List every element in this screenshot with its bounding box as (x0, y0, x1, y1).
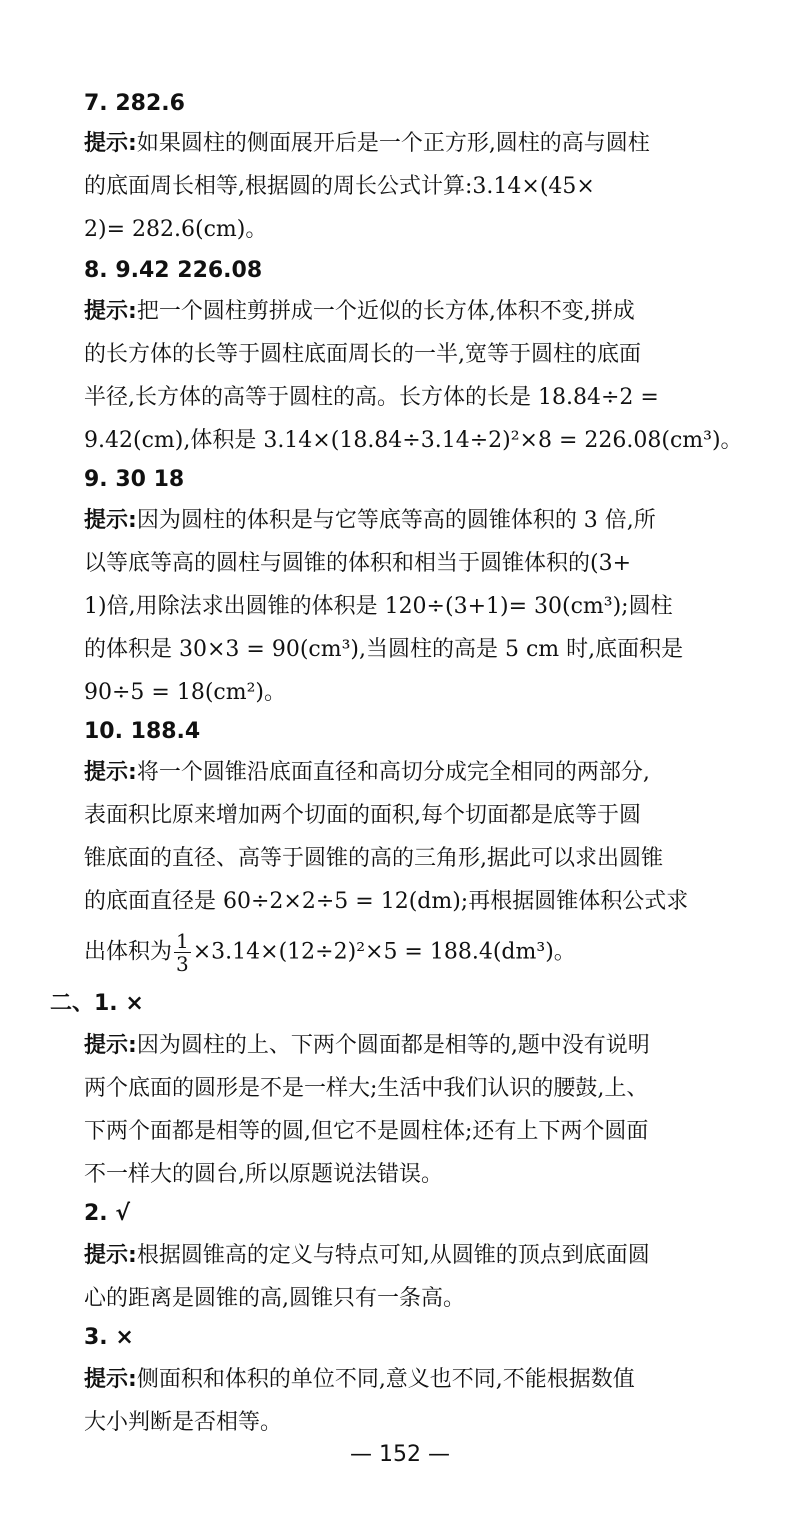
s2-q3-hint-line-1 (84, 1364, 744, 1396)
q9-hint-line-5: 90÷5 = 18(cm²)。 (84, 680, 287, 705)
hint-text: 出体积为 (84, 939, 173, 965)
s2-q1-hint-line-4: 不一样大的圆台,所以原题说法错误。 (84, 1162, 443, 1187)
hint-label: 提示: (84, 131, 137, 156)
q9-answer: 9. 30 18 (84, 467, 185, 492)
q10-hint-line-4: 的底面直径是 60÷2×2÷5 = 12(dm);再根据圆锥体积公式求 (84, 889, 689, 914)
q7-answer: 7. 282.6 (84, 91, 185, 116)
q8-answer: 8. 9.42 226.08 (84, 258, 263, 283)
hint-label: 提示: (84, 508, 137, 533)
q7-hint-line-1 (84, 128, 744, 160)
q8-hint-line-2: 的长方体的长等于圆柱底面周长的一半,宽等于圆柱的底面 (84, 342, 641, 367)
q10-hint-line-2: 表面积比原来增加两个切面的面积,每个切面都是底等于圆 (84, 803, 641, 828)
q9-hint-line-2: 以等底等高的圆柱与圆锥的体积和相当于圆锥体积的(3+ (84, 551, 632, 576)
hint-text: 根据圆锥高的定义与特点可知,从圆锥的顶点到底面圆 (136, 1243, 650, 1268)
hint-text: 将一个圆锥沿底面直径和高切分成完全相同的两部分, (136, 760, 650, 785)
s2-q1-hint-line-1 (84, 1030, 744, 1062)
q8-hint-line-1 (84, 296, 744, 328)
page-number: — 152 — (350, 1442, 450, 1467)
fraction-numerator: 1 (176, 929, 189, 953)
q10-hint-line-3: 锥底面的直径、高等于圆锥的高的三角形,据此可以求出圆锥 (84, 846, 663, 871)
s2-q2-answer: 2. √ (84, 1201, 130, 1226)
s2-q1-hint-line-2: 两个底面的圆形是不是一样大;生活中我们认识的腰鼓,上、 (84, 1076, 649, 1101)
fraction-one-third (174, 930, 191, 975)
hint-text: 把一个圆柱剪拼成一个近似的长方体,体积不变,拼成 (136, 299, 635, 324)
hint-label: 提示: (84, 1243, 137, 1268)
s2-q1-hint-line-3: 下两个面都是相等的圆,但它不是圆柱体;还有上下两个圆面 (84, 1119, 649, 1144)
q9-hint-line-1 (84, 505, 744, 537)
hint-text: 侧面积和体积的单位不同,意义也不同,不能根据数值 (136, 1367, 635, 1392)
q8-hint-line-3: 半径,长方体的高等于圆柱的高。长方体的长是 18.84÷2 = (84, 385, 659, 410)
s2-q3-answer: 3. × (84, 1325, 134, 1350)
q10-hint-line-5 (84, 930, 744, 975)
q9-hint-line-3: 1)倍,用除法求出圆锥的体积是 120÷(3+1)= 30(cm³);圆柱 (84, 594, 673, 619)
s2-q2-hint-line-2: 心的距离是圆锥的高,圆锥只有一条高。 (84, 1286, 465, 1311)
hint-text: 因为圆柱的体积是与它等底等高的圆锥体积的 3 倍,所 (136, 508, 656, 533)
hint-label: 提示: (84, 1033, 137, 1058)
hint-label: 提示: (84, 1367, 137, 1392)
q9-hint-line-4: 的体积是 30×3 = 90(cm³),当圆柱的高是 5 cm 时,底面积是 (84, 637, 684, 662)
fraction-denominator: 3 (176, 952, 189, 976)
s2-q3-hint-line-2: 大小判断是否相等。 (84, 1410, 283, 1435)
s2-q1-answer: 二、1. × (50, 991, 144, 1016)
hint-text: ×3.14×(12÷2)²×5 = 188.4(dm³)。 (192, 939, 576, 965)
hint-text: 因为圆柱的上、下两个圆面都是相等的,题中没有说明 (136, 1033, 650, 1058)
hint-text: 如果圆柱的侧面展开后是一个正方形,圆柱的高与圆柱 (136, 131, 650, 156)
s2-q2-hint-line-1 (84, 1240, 744, 1272)
hint-label: 提示: (84, 760, 137, 785)
q8-hint-line-4: 9.42(cm),体积是 3.14×(18.84÷3.14÷2)²×8 = 226.08(cm³)。 (84, 428, 743, 453)
q10-answer: 10. 188.4 (84, 719, 201, 744)
q7-hint-line-3: 2)= 282.6(cm)。 (84, 217, 268, 242)
q10-hint-line-1 (84, 757, 744, 789)
hint-label: 提示: (84, 299, 137, 324)
q7-hint-line-2: 的底面周长相等,根据圆的周长公式计算:3.14×(45× (84, 174, 595, 199)
